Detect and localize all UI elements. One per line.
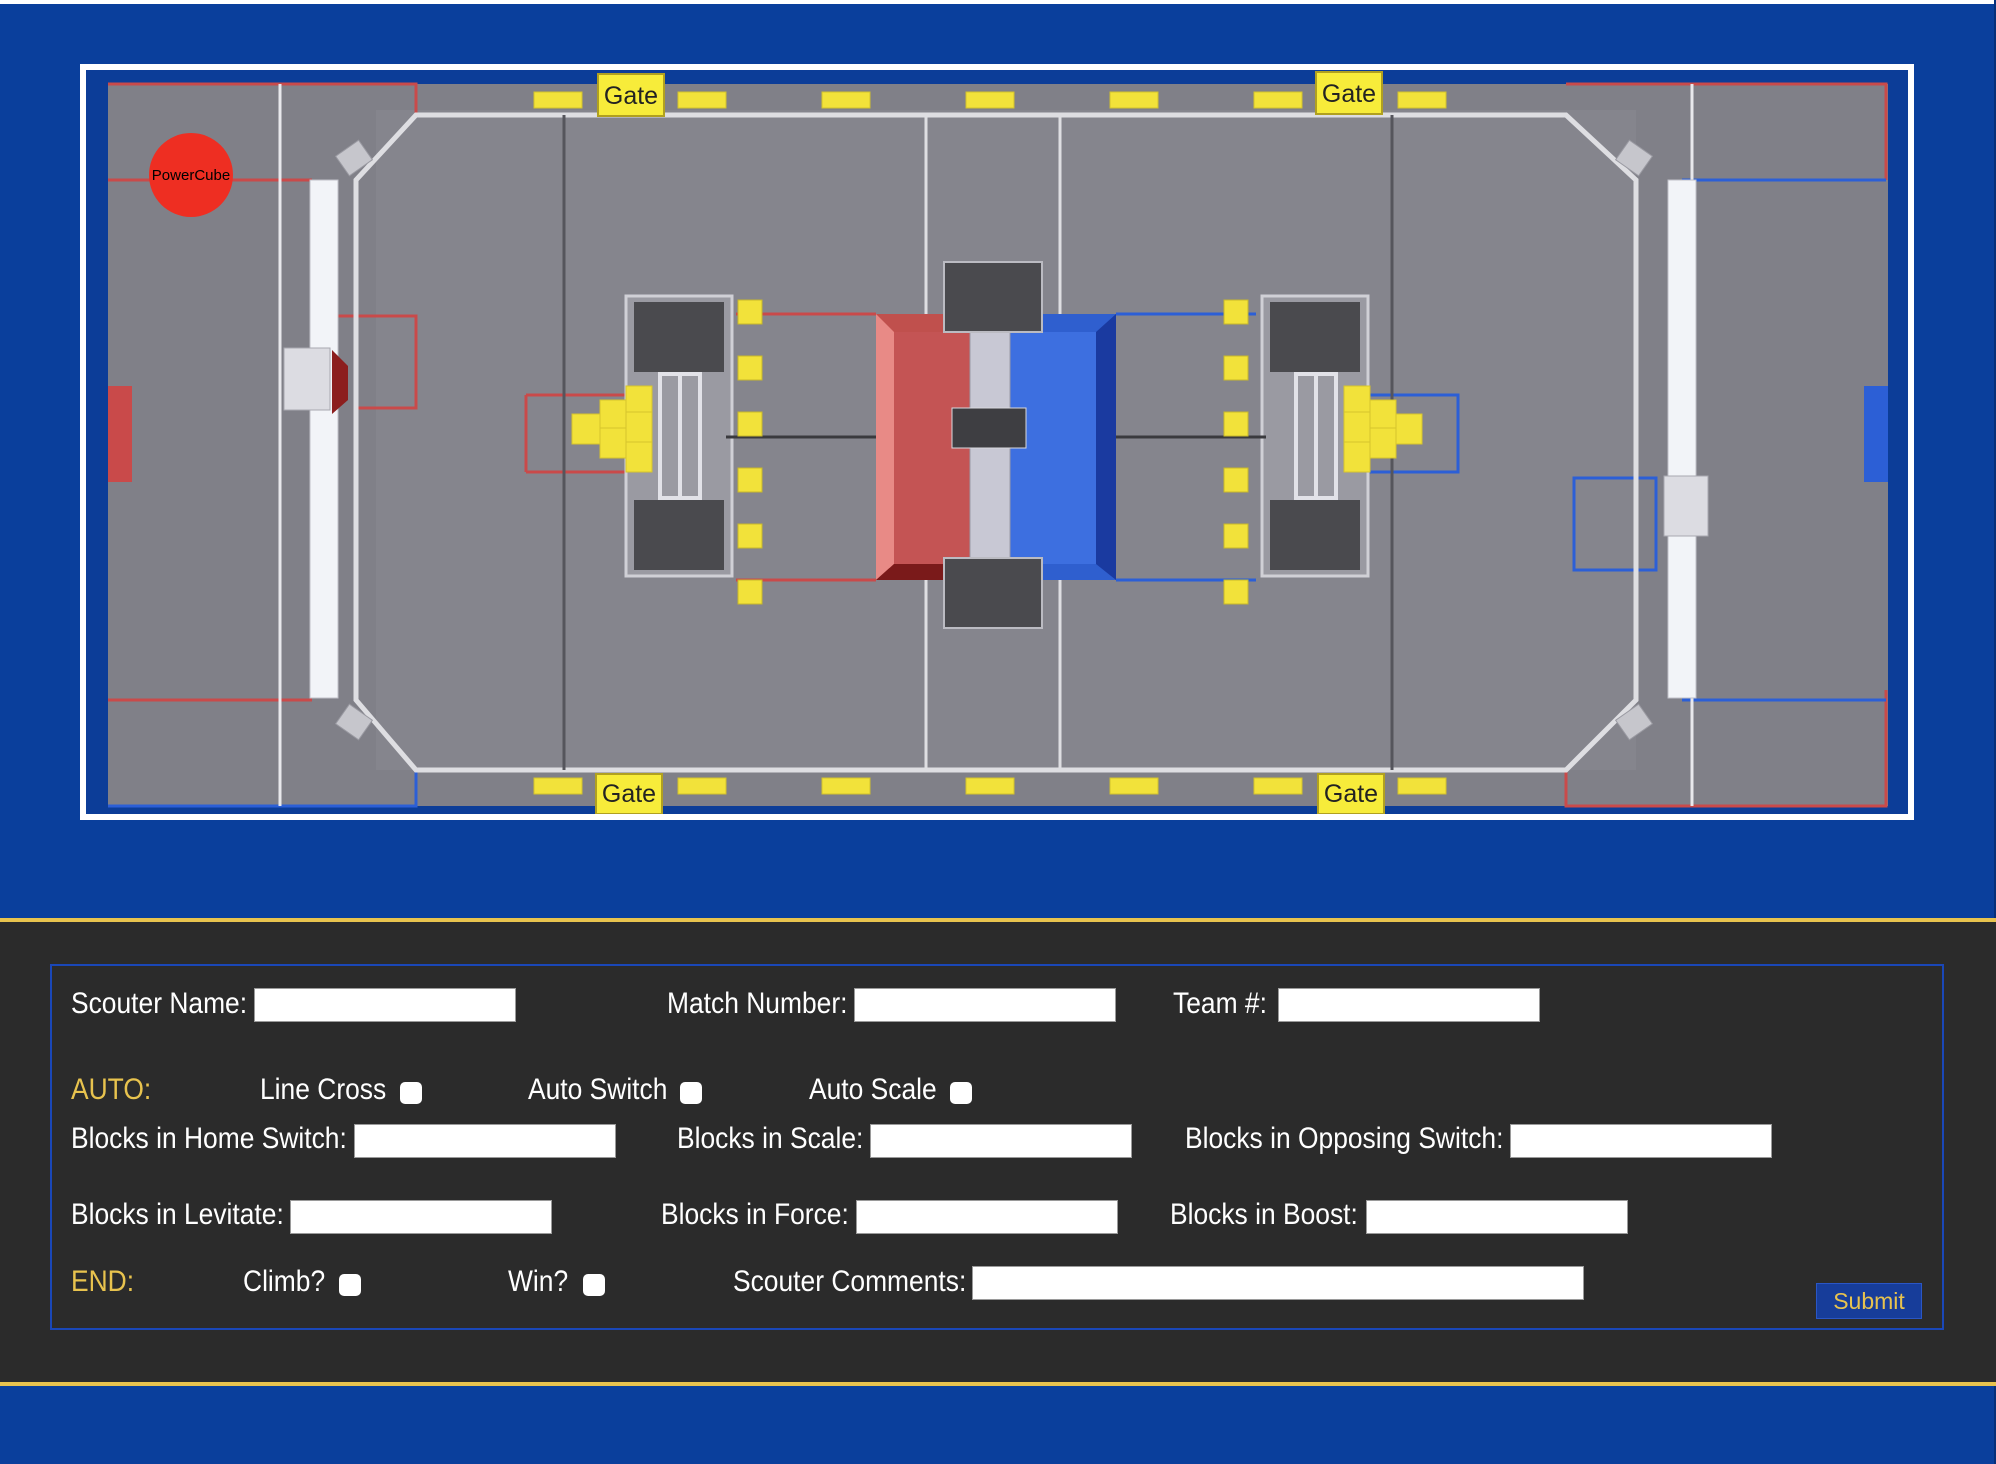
submit-button[interactable]: Submit: [1816, 1283, 1922, 1319]
levitate-input[interactable]: [290, 1200, 552, 1234]
gate-label: Gate: [603, 82, 659, 110]
auto-scale-checkbox[interactable]: [950, 1082, 972, 1104]
left-exchange: [284, 348, 330, 410]
scouter-name-input[interactable]: [254, 988, 516, 1022]
gate-bottom-left[interactable]: [596, 774, 662, 814]
right-exchange: [1664, 476, 1708, 536]
line-cross-label: Line Cross: [260, 1073, 387, 1106]
opposing-switch-label: Blocks in Opposing Switch:: [1185, 1122, 1504, 1155]
top-border: [0, 0, 1996, 4]
gate-top-right[interactable]: [1316, 72, 1382, 114]
home-switch-input[interactable]: [354, 1124, 616, 1158]
scouter-comments-label: Scouter Comments:: [733, 1265, 967, 1298]
center-platform: [876, 314, 1116, 584]
end-section-label: END:: [71, 1265, 135, 1298]
scale-plate-bottom: [944, 558, 1042, 628]
force-input[interactable]: [856, 1200, 1118, 1234]
match-number-label: Match Number:: [667, 987, 848, 1020]
line-cross-checkbox[interactable]: [400, 1082, 422, 1104]
auto-scale-label: Auto Scale: [809, 1073, 937, 1106]
right-alliance-wall: [1668, 180, 1696, 698]
field-map[interactable]: [86, 70, 1908, 814]
home-switch-label: Blocks in Home Switch:: [71, 1122, 347, 1155]
climb-checkbox[interactable]: [339, 1274, 361, 1296]
auto-switch-checkbox[interactable]: [680, 1082, 702, 1104]
auto-switch-label: Auto Switch: [528, 1073, 668, 1106]
scouter-comments-input[interactable]: [972, 1266, 1584, 1300]
gate-bottom-right[interactable]: [1318, 774, 1384, 814]
win-checkbox[interactable]: [583, 1274, 605, 1296]
match-number-input[interactable]: [854, 988, 1116, 1022]
scouter-name-label: Scouter Name:: [71, 987, 248, 1020]
gate-label: Gate: [1321, 80, 1377, 108]
field-map-graphic: [86, 70, 1908, 814]
powercube-label: PowerCube: [151, 166, 231, 184]
auto-section-label: AUTO:: [71, 1073, 152, 1106]
levitate-label: Blocks in Levitate:: [71, 1198, 284, 1231]
gate-label: Gate: [601, 780, 657, 808]
win-label: Win?: [508, 1265, 569, 1298]
team-number-input[interactable]: [1278, 988, 1540, 1022]
field-map-frame: [80, 64, 1914, 820]
opposing-switch-input[interactable]: [1510, 1124, 1772, 1158]
powercube-token[interactable]: [149, 133, 233, 217]
left-alliance-wall: [310, 180, 338, 698]
blue-driver-station: [1864, 386, 1888, 482]
scale-plate-top: [944, 262, 1042, 332]
gate-top-left[interactable]: [598, 74, 664, 116]
boost-input[interactable]: [1366, 1200, 1628, 1234]
boost-label: Blocks in Boost:: [1170, 1198, 1358, 1231]
scale-label: Blocks in Scale:: [677, 1122, 864, 1155]
gate-label: Gate: [1323, 780, 1379, 808]
red-driver-station: [108, 386, 132, 482]
team-number-label: Team #:: [1173, 987, 1267, 1020]
scale-input[interactable]: [870, 1124, 1132, 1158]
climb-label: Climb?: [243, 1265, 326, 1298]
force-label: Blocks in Force:: [661, 1198, 849, 1231]
